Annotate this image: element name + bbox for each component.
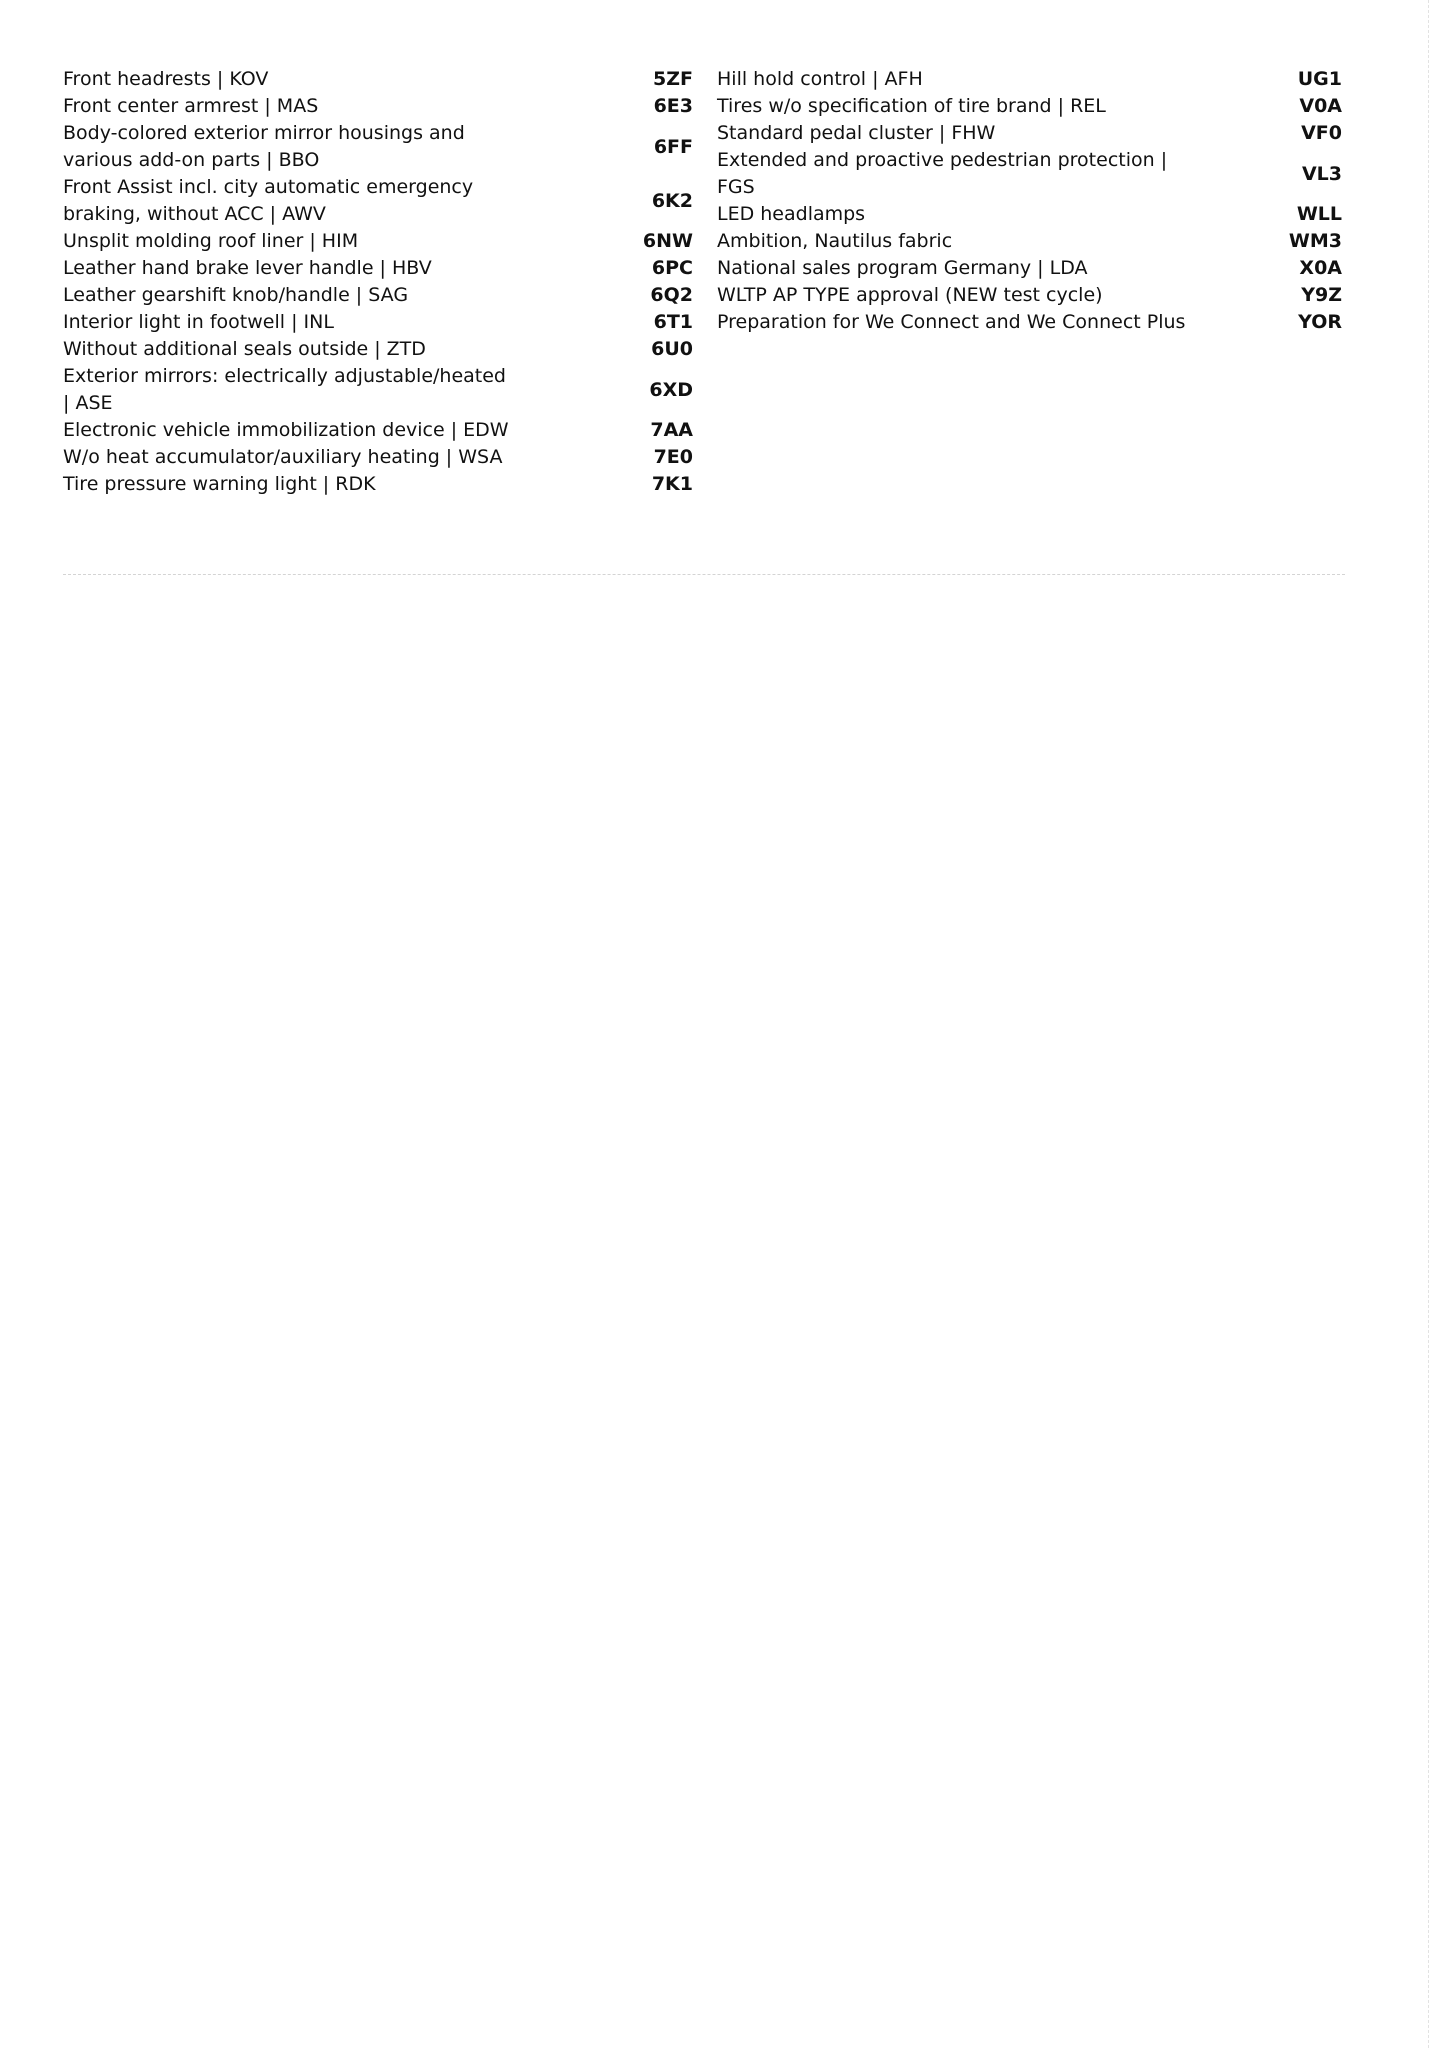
- option-row: [63, 120, 693, 174]
- option-code: 6T1: [653, 311, 693, 333]
- option-code: X0A: [1299, 257, 1342, 279]
- option-description: Leather hand brake lever handle | HBV: [63, 257, 432, 279]
- option-row: [63, 471, 693, 498]
- option-description: Ambition, Nautilus fabric: [717, 230, 953, 252]
- option-description: Standard pedal cluster | FHW: [717, 122, 996, 144]
- options-list-left: [63, 66, 693, 498]
- option-description: Interior light in footwell | INL: [63, 311, 334, 333]
- option-row: [717, 309, 1342, 336]
- option-description: Body-colored exterior mirror housings and various add-on parts | BBO: [63, 122, 465, 171]
- option-row: [63, 255, 693, 282]
- option-row: [63, 363, 693, 417]
- option-description: Tire pressure warning light | RDK: [63, 473, 376, 495]
- option-description: WLTP AP TYPE approval (NEW test cycle): [717, 284, 1103, 306]
- option-code: 6U0: [651, 338, 693, 360]
- option-description: Unsplit molding roof liner | HIM: [63, 230, 359, 252]
- option-row: [63, 228, 693, 255]
- option-description: Without additional seals outside | ZTD: [63, 338, 426, 360]
- option-row: [717, 120, 1342, 147]
- option-row: [717, 255, 1342, 282]
- option-code: YOR: [1298, 311, 1342, 333]
- option-row: [717, 93, 1342, 120]
- option-description: Preparation for We Connect and We Connect Plus: [717, 311, 1186, 333]
- option-code: 6Q2: [650, 284, 693, 306]
- option-code: 7K1: [651, 473, 693, 495]
- option-row: [717, 282, 1342, 309]
- option-row: [63, 174, 693, 228]
- options-list-right: [717, 66, 1342, 336]
- option-code: 6XD: [649, 378, 693, 401]
- option-row: [717, 66, 1342, 93]
- option-code: 6NW: [642, 230, 693, 252]
- option-description: Front center armrest | MAS: [63, 95, 319, 117]
- option-code: 7E0: [653, 446, 693, 468]
- section-divider: [63, 574, 1345, 575]
- option-row: [717, 201, 1342, 228]
- option-code: 7AA: [650, 419, 693, 441]
- option-description: National sales program Germany | LDA: [717, 257, 1088, 279]
- option-row: [63, 336, 693, 363]
- option-code: 5ZF: [653, 68, 693, 90]
- option-row: [717, 147, 1342, 201]
- option-description: Tires w/o specification of tire brand | REL: [717, 95, 1106, 117]
- option-code: 6K2: [651, 189, 693, 212]
- option-code: UG1: [1297, 68, 1342, 90]
- option-row: [63, 444, 693, 471]
- option-code: 6E3: [653, 95, 693, 117]
- option-description: Front Assist incl. city automatic emergency braking, without ACC | AWV: [63, 176, 474, 225]
- option-row: [63, 417, 693, 444]
- option-code: VL3: [1301, 162, 1342, 185]
- option-description: W/o heat accumulator/auxiliary heating | WSA: [63, 446, 503, 468]
- option-code: 6PC: [651, 257, 693, 279]
- option-row: [717, 228, 1342, 255]
- option-description: Leather gearshift knob/handle | SAG: [63, 284, 409, 306]
- scan-edge-line: [1428, 0, 1429, 2048]
- option-row: [63, 309, 693, 336]
- option-code: VF0: [1301, 122, 1342, 144]
- option-description: Front headrests | KOV: [63, 68, 269, 90]
- option-code: WLL: [1296, 203, 1342, 225]
- option-code: V0A: [1299, 95, 1342, 117]
- option-code: WM3: [1288, 230, 1342, 252]
- option-description: Exterior mirrors: electrically adjustable/heated | ASE: [63, 365, 506, 414]
- option-description: LED headlamps: [717, 203, 866, 225]
- option-row: [63, 282, 693, 309]
- option-description: Extended and proactive pedestrian protection | FGS: [717, 149, 1168, 198]
- option-description: Hill hold control | AFH: [717, 68, 923, 90]
- option-code: Y9Z: [1301, 284, 1342, 306]
- option-row: [63, 93, 693, 120]
- option-description: Electronic vehicle immobilization device | EDW: [63, 419, 509, 441]
- option-row: [63, 66, 693, 93]
- option-code: 6FF: [653, 135, 693, 158]
